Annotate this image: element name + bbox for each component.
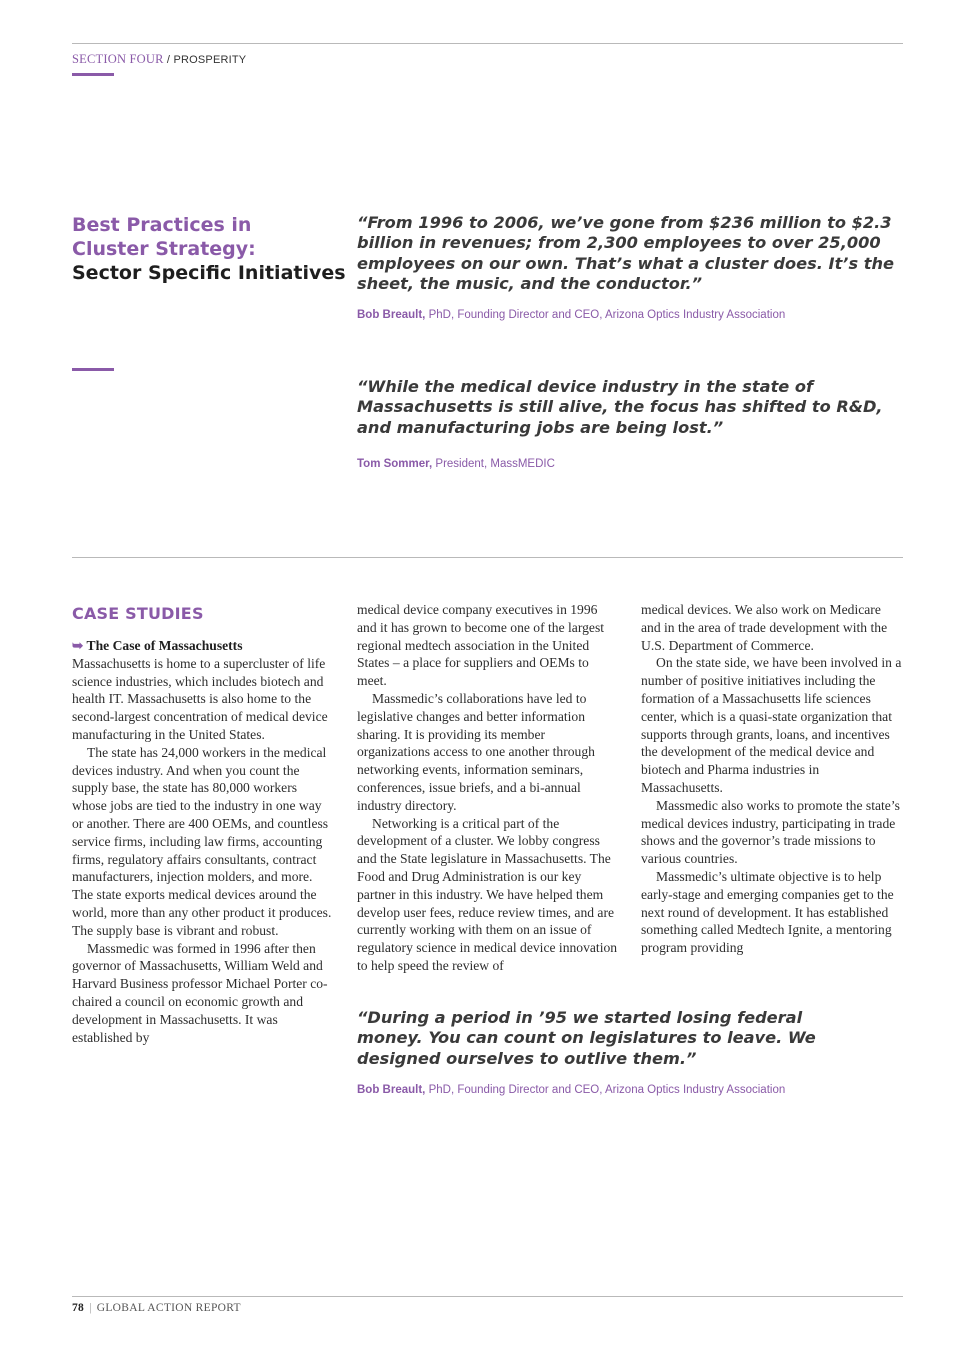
col1-paragraph: Massmedic was formed in 1996 after then governor of Massachusetts, William Weld and Harvard Business professor Michael Porter co-chaired a council on economic growth and development in Massachusetts. It was established by	[72, 940, 328, 1045]
col3-paragraph: On the state side, we have been involved in a number of positive initiatives including the formation of a Massachusetts life sciences center, which is a quasi-state organization that supports through grants, loans, and incentives the development of the medical device and biotech and Pharma industries in Massachusetts.	[641, 655, 902, 795]
feature-title-line-2: Cluster Strategy:	[72, 238, 256, 260]
section-label: SECTION FOUR	[72, 52, 164, 66]
quote-3-role: PhD, Founding Director and CEO, Arizona Optics Industry Association	[425, 1084, 786, 1096]
quote-2-role: President, MassMEDIC	[432, 458, 555, 470]
feature-title	[72, 213, 346, 285]
article-column-3	[641, 601, 903, 957]
quote-2-attribution	[357, 458, 555, 470]
header-divider: /	[163, 54, 174, 66]
header-accent-bar	[72, 73, 114, 76]
subsection-label: PROSPERITY	[173, 54, 247, 66]
col3-paragraph: Massmedic also works to promote the state’s medical devices industry, participating in trade shows and the governor’s trade missions to various countries.	[641, 797, 900, 867]
publication-name: GLOBAL ACTION REPORT	[96, 1302, 241, 1314]
feature-title-line-1: Best Practices in	[72, 214, 252, 236]
quote-1-author: Bob Breault,	[357, 309, 426, 321]
col2-paragraph: Massmedic’s collaborations have led to legislative changes and better information sharing. It is providing its member organizations access to one another through networking events, information seminars, conferences, issue briefs, and a bi-annual industry directory.	[357, 690, 595, 813]
col3-paragraph: medical devices. We also work on Medicare and in the area of trade development with the U.S. Department of Commerce.	[641, 602, 888, 653]
article-subhead-text: The Case of Massachusetts	[86, 638, 243, 653]
page-footer	[72, 1302, 241, 1314]
article-column-1	[72, 637, 334, 1046]
col3-paragraph: Massmedic’s ultimate objective is to help early-stage and emerging companies get to the next round of development. It has established something called Medtech Ignite, a mentoring program providing	[641, 868, 894, 956]
quote-1-role: PhD, Founding Director and CEO, Arizona Optics Industry Association	[425, 309, 786, 321]
article-subhead	[72, 637, 334, 655]
col1-paragraph: The state has 24,000 workers in the medical devices industry. And when you count the supply base, the state has 80,000 workers whose jobs are tied to the industry in one way or another. There are 400 OEMs, and countless service firms, including law firms, accounting firms, regulatory affairs consultants, contract manufacturers, injection molders, and more. The state exports medical devices around the world, more than any other product it produces. The supply base is vibrant and robust.	[72, 744, 332, 938]
article-column-2	[357, 601, 619, 975]
pull-quote-2: “While the medical device industry in the state of Massachusetts is still alive, the focus has shifted to R&D, and manufacturing jobs are being lost.”	[357, 377, 883, 437]
quote-3-attribution	[357, 1084, 785, 1096]
col1-paragraph: Massachusetts is home to a supercluster of life science industries, which includes biotech and health IT. Massachusetts is also home to the second-largest concentration of medical device manufacturing in the United States.	[72, 655, 328, 742]
pull-quote-3: “During a period in ’95 we started losing federal money. You can count on legislatures to leave. We designed ourselves to outlive them.”	[357, 1008, 816, 1068]
mid-accent-bar	[72, 368, 114, 371]
top-rule	[72, 43, 903, 44]
case-studies-heading: CASE STUDIES	[72, 604, 204, 623]
section-header	[72, 52, 246, 67]
quote-1-attribution	[357, 309, 785, 321]
section-divider-rule	[72, 557, 903, 558]
feature-title-line-3: Sector Specific Initiatives	[72, 262, 346, 284]
col2-paragraph: Networking is a critical part of the development of a cluster. We lobby congress and the State legislature in Massachusetts. The Food and Drug Administration is our key partner in this industry. We have helped them develop user fees, reduce review times, and are currently working with them on an issue of regulatory science in medical device innovation to help speed the review of	[357, 815, 618, 973]
col2-paragraph: medical device company executives in 1996 and it has grown to become one of the largest regional medtech association in the United States – a place for suppliers and OEMs to meet.	[357, 602, 605, 689]
quote-3-author: Bob Breault,	[357, 1084, 426, 1096]
footer-rule	[72, 1296, 903, 1297]
page-number: 78	[72, 1302, 85, 1314]
pull-quote-1: “From 1996 to 2006, we’ve gone from $236 million to $2.3 billion in revenues; from 2,300 employees to over 25,000 employees on our own. That’s what a cluster does. It’s the sheet, the music, and the conductor.”	[357, 213, 894, 294]
footer-separator: |	[89, 1302, 92, 1314]
arrow-icon: ➥	[72, 638, 84, 653]
quote-2-author: Tom Sommer,	[357, 458, 433, 470]
